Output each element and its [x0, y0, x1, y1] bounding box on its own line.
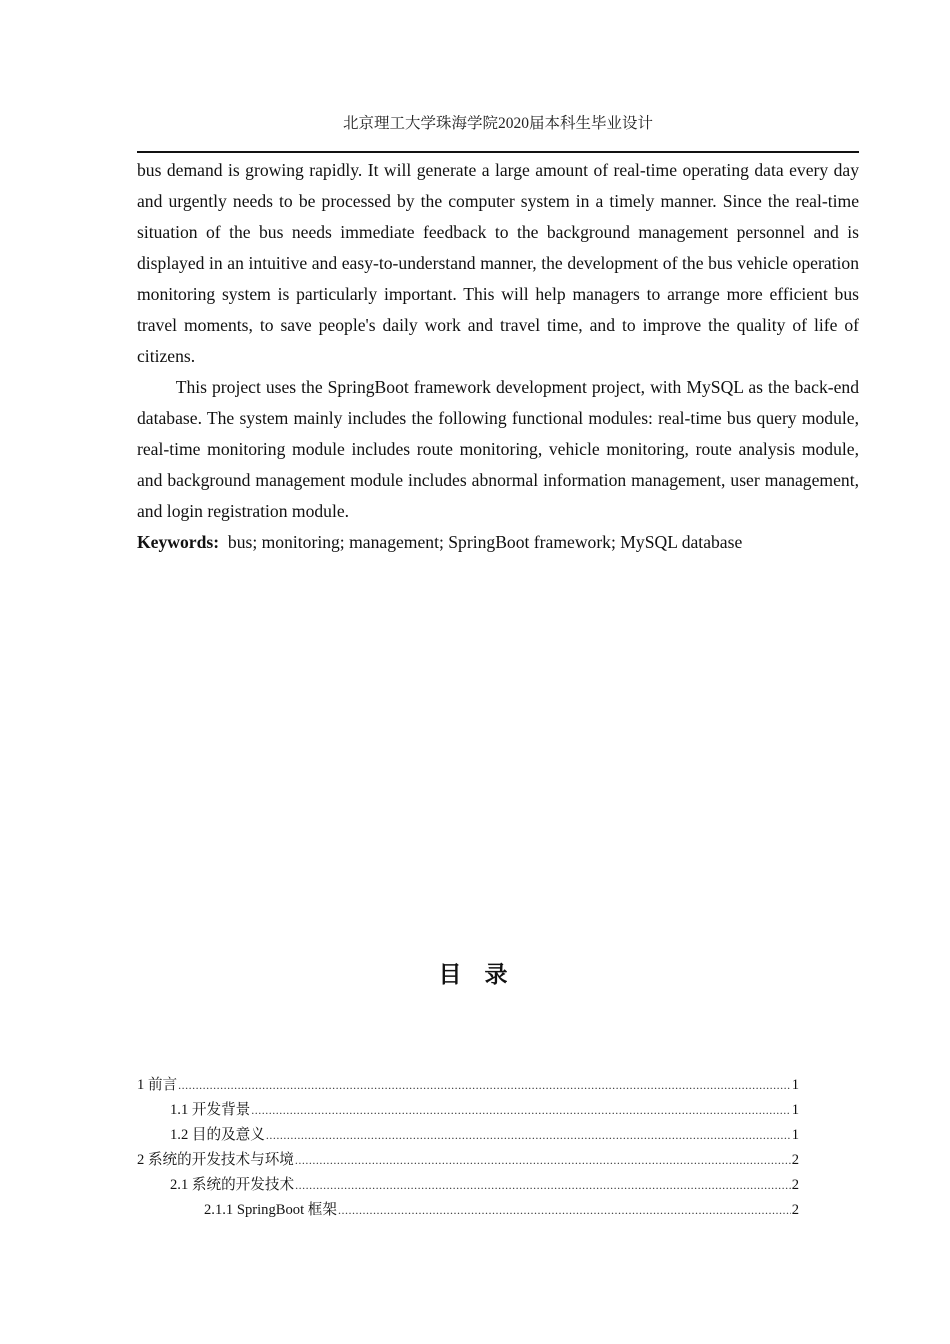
toc-entry-page: 1 — [791, 1127, 799, 1143]
toc-entry-2-1-1[interactable] — [137, 1198, 799, 1223]
toc-entry-page: 2 — [791, 1177, 799, 1193]
toc-entry-2-1[interactable] — [137, 1173, 799, 1198]
keywords-line — [137, 527, 859, 558]
toc-leader-dots — [178, 1073, 791, 1098]
page-header: 北京理工大学珠海学院2020届本科生毕业设计 — [342, 115, 653, 132]
toc-leader-dots — [295, 1173, 791, 1198]
toc-entry-1-1[interactable] — [137, 1098, 799, 1123]
toc-leader-dots — [251, 1098, 790, 1123]
toc-entry-page: 2 — [791, 1202, 799, 1218]
toc-entry-label: 1.2 目的及意义 — [170, 1127, 265, 1143]
toc-entry-label: 2.1 系统的开发技术 — [170, 1177, 295, 1193]
toc-entry-1[interactable] — [137, 1073, 799, 1098]
abstract-paragraph-1: bus demand is growing rapidly. It will generate a large amount of real-time operating data every day and urgently needs to be processed by the computer system in a timely manner. Since the real-time situation of the bus needs immediate feedback to the background management personnel and is displayed in an intuitive and easy-to-understand manner, the development of the bus vehicle operation monitoring system is particularly important. This will help managers to arrange more efficient bus travel moments, to save people's daily work and travel time, and to improve the quality of life of citizens. — [137, 160, 859, 366]
toc-entry-2[interactable] — [137, 1148, 799, 1173]
toc-list — [137, 1073, 799, 1223]
toc-entry-1-2[interactable] — [137, 1123, 799, 1148]
keywords-text: bus; monitoring; management; SpringBoot framework; MySQL database — [227, 532, 743, 552]
header-rule — [137, 151, 859, 153]
abstract-paragraph-2: This project uses the SpringBoot framework development project, with MySQL as the back-end database. The system mainly includes the following functional modules: real-time bus query module, real-time monitoring module includes route monitoring, vehicle monitoring, route analysis module, and background management module includes abnormal information management, user management, and login registration module. — [137, 377, 859, 521]
toc-entry-label: 2.1.1 SpringBoot 框架 — [204, 1202, 337, 1218]
toc-title: 目 录 — [438, 962, 508, 987]
toc-leader-dots — [266, 1123, 791, 1148]
toc-entry-page: 1 — [791, 1077, 799, 1093]
toc-entry-page: 2 — [791, 1152, 799, 1168]
keywords-label: Keywords: — [137, 532, 220, 552]
toc-entry-label: 1.1 开发背景 — [170, 1102, 251, 1118]
abstract-body — [137, 155, 859, 558]
toc-entry-label: 2 系统的开发技术与环境 — [137, 1152, 294, 1168]
toc-entry-page: 1 — [791, 1102, 799, 1118]
toc-leader-dots — [338, 1198, 791, 1223]
toc-entry-label: 1 前言 — [137, 1077, 178, 1093]
toc-leader-dots — [295, 1148, 791, 1173]
